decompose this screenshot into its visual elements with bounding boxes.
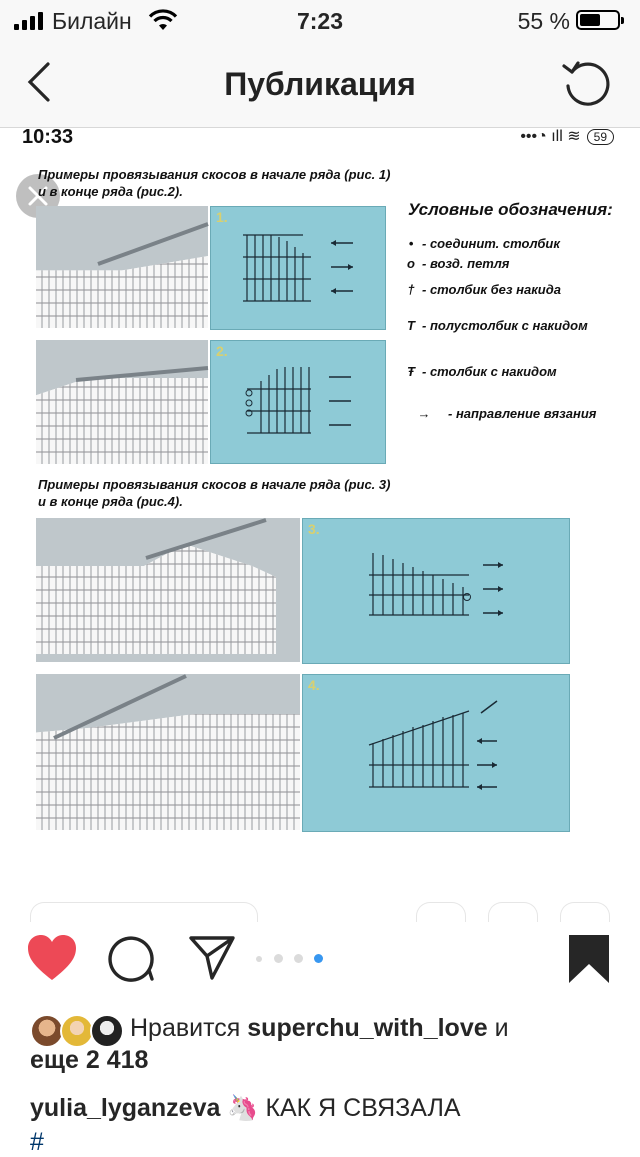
legend-text: - полустолбик с накидом <box>422 318 588 333</box>
carousel-dot-active <box>314 954 323 963</box>
caption <box>30 1094 461 1123</box>
status-time: 7:23 <box>296 8 344 34</box>
legend-symbol: T <box>407 318 415 333</box>
stitch-diagram-2 <box>211 341 387 465</box>
scheme-heading-2 <box>38 476 390 510</box>
legend-symbol: o <box>407 256 415 271</box>
scheme-heading-1-line1: Примеры провязывания скосов в начале ряда (рис. 1) <box>38 167 391 182</box>
scheme-panel-2 <box>210 340 386 464</box>
bookmark-filled-icon <box>568 934 610 984</box>
avatar <box>90 1014 124 1048</box>
legend-text: - возд. петля <box>422 256 510 271</box>
likes-count[interactable] <box>30 1044 148 1076</box>
crochet-photo-1 <box>36 206 208 328</box>
legend-symbol: • <box>408 236 414 251</box>
scheme-heading-1 <box>38 166 390 200</box>
legend-symbol: Ŧ <box>407 364 415 379</box>
stitch-diagram-3 <box>303 519 571 665</box>
screenshot-signal-icon: •••◔ ıll ≋ <box>520 128 581 145</box>
crochet-photo-3 <box>36 518 300 662</box>
legend-item-single-crochet <box>400 282 561 297</box>
likes-conjunction: и <box>494 1014 509 1042</box>
likes-prefix: Нравится <box>130 1014 241 1042</box>
avatar <box>30 1014 64 1048</box>
stitch-diagram-4 <box>303 675 571 833</box>
legend-title: Условные обозначения: <box>408 200 613 219</box>
screenshot-time: 10:33 <box>22 126 74 148</box>
panel-number-4: 4. <box>308 677 320 693</box>
emoji-button-partial <box>416 902 466 922</box>
legend-item-chain <box>400 256 509 271</box>
legend-text: - соединит. столбик <box>422 236 560 251</box>
save-button[interactable] <box>568 934 610 989</box>
carousel-dot <box>294 954 303 963</box>
legend-text: - столбик без накида <box>422 282 562 297</box>
share-icon <box>188 934 236 982</box>
scheme-panel-3 <box>302 518 570 664</box>
like-button[interactable] <box>26 934 78 987</box>
status-bar <box>0 0 640 40</box>
legend-symbol: → <box>417 406 431 421</box>
panel-number-2: 2. <box>216 343 228 359</box>
post-actions <box>0 928 640 992</box>
legend-item-half-double <box>400 318 588 333</box>
refresh-icon <box>560 58 612 110</box>
legend-text: - столбик с накидом <box>422 364 557 379</box>
crochet-photo-2 <box>36 340 208 464</box>
legend-symbol: † <box>407 282 415 297</box>
scheme-heading-1-line2: и в конце ряда (рис.2). <box>38 184 183 199</box>
panel-number-3: 3. <box>308 521 320 537</box>
likes-line1 <box>130 1012 630 1044</box>
comment-row-partial <box>0 874 640 914</box>
legend-item-direction <box>400 406 596 421</box>
likes-count-text[interactable]: еще 2 418 <box>30 1046 149 1074</box>
battery-percentage: 55 % <box>517 8 570 34</box>
screenshot-status-bar <box>0 128 640 150</box>
carrier-name: Билайн <box>52 8 132 34</box>
comment-icon <box>108 934 156 982</box>
caption-text: КАК Я СВЯЗАЛА <box>265 1094 461 1122</box>
scheme-panel-1 <box>210 206 386 330</box>
carousel-dot <box>274 954 283 963</box>
emoji-button-partial <box>488 902 538 922</box>
legend-item-slip-stitch <box>400 236 560 251</box>
post-image[interactable] <box>0 128 640 874</box>
stitch-diagram-1 <box>211 207 387 331</box>
caption-username[interactable]: yulia_lyganzeva <box>30 1094 221 1122</box>
heart-filled-icon <box>26 934 78 982</box>
battery-icon <box>576 10 620 30</box>
liker-username[interactable]: superchu_with_love <box>247 1014 488 1042</box>
comment-button[interactable] <box>108 934 156 987</box>
battery-level <box>580 14 600 26</box>
comment-field-partial <box>30 902 258 922</box>
crochet-photo-4 <box>36 674 300 830</box>
panel-number-1: 1. <box>216 209 228 225</box>
scheme-panel-4 <box>302 674 570 832</box>
scheme-heading-2-line1: Примеры провязывания скосов в начале ряда (рис. 3) <box>38 477 391 492</box>
share-button[interactable] <box>188 934 236 987</box>
caption-hashtag-partial[interactable]: # <box>30 1128 44 1156</box>
scheme-heading-2-line2: и в конце ряда (рис.4). <box>38 494 183 509</box>
page-title: Публикация <box>224 66 416 102</box>
unicorn-emoji-icon: 🦄 <box>227 1094 259 1122</box>
nav-bar <box>0 40 640 128</box>
refresh-button[interactable] <box>560 58 612 110</box>
carousel-dot <box>256 956 262 962</box>
legend-item-double-crochet <box>400 364 557 379</box>
emoji-button-partial <box>560 902 610 922</box>
screenshot-battery: 59 <box>587 129 614 145</box>
legend-text: - направление вязания <box>448 406 597 421</box>
avatar <box>60 1014 94 1048</box>
screenshot-status-icons <box>520 126 614 146</box>
